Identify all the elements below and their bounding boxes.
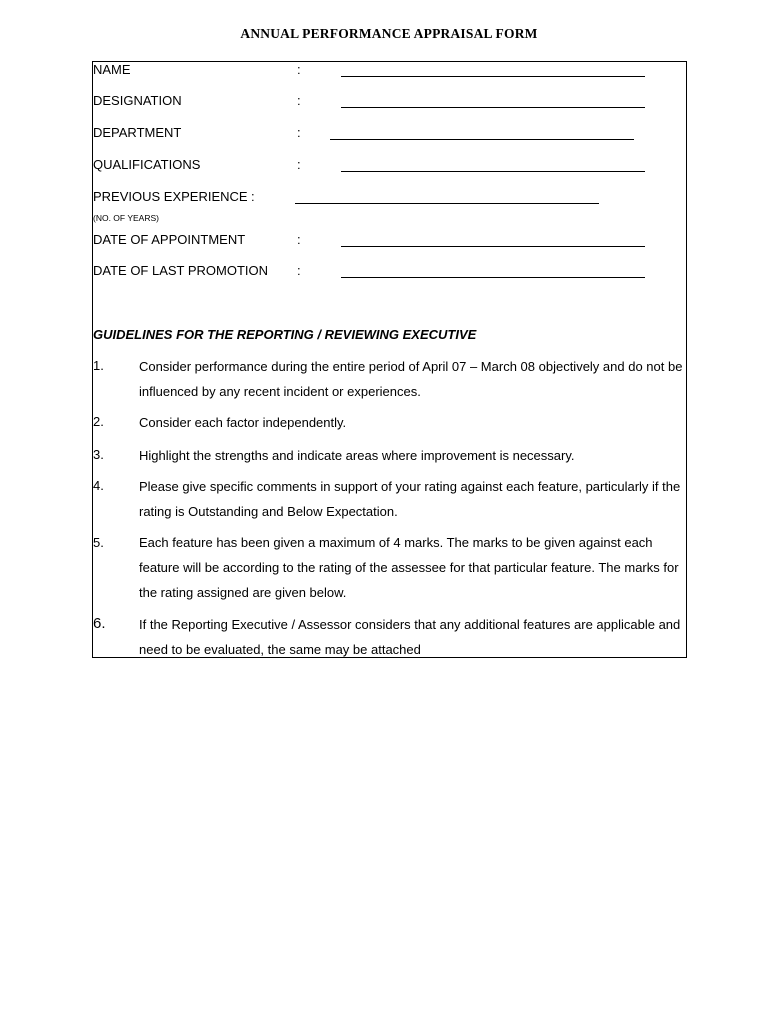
field-label-date-of-appointment: DATE OF APPOINTMENT [93, 232, 246, 247]
date-of-last-promotion-input-line[interactable] [341, 277, 645, 278]
field-label-qualifications: QUALIFICATIONS [93, 157, 201, 172]
field-label-date-of-last-promotion: DATE OF LAST PROMOTION [93, 263, 269, 278]
field-colon-date-of-last-promotion: : [297, 263, 301, 278]
designation-input-line[interactable] [341, 107, 645, 108]
guideline-text: Each feature has been given a maximum of 4 marks. The marks to be given against each feature will be according to the rating of the assessee for that particular feature. The marks for the rating assigned are given below. [139, 535, 679, 600]
form-title: ANNUAL PERFORMANCE APPRAISAL FORM [240, 26, 538, 41]
field-colon-designation: : [297, 93, 301, 108]
guideline-number: 1. [93, 358, 104, 373]
field-label-name: NAME [93, 62, 131, 77]
field-label-department: DEPARTMENT [93, 125, 182, 140]
field-colon-previous-experience: : [251, 189, 255, 204]
guideline-text: Consider performance during the entire period of April 07 – March 08 objectively and do not be influenced by any recent incident or experiences. [139, 359, 683, 399]
guideline-number: 5. [93, 535, 104, 550]
field-note-years: (NO. OF YEARS) [93, 213, 159, 223]
name-input-line[interactable] [341, 76, 645, 77]
date-of-appointment-input-line[interactable] [341, 246, 645, 247]
department-input-line[interactable] [330, 139, 634, 140]
guidelines-heading: GUIDELINES FOR THE REPORTING / REVIEWING EXECUTIVE [93, 327, 477, 342]
guideline-number: 6. [93, 615, 106, 632]
field-label-previous-experience: PREVIOUS EXPERIENCE [93, 189, 248, 204]
field-label-designation: DESIGNATION [93, 93, 182, 108]
previous-experience-input-line[interactable] [295, 203, 599, 204]
guideline-text: Highlight the strengths and indicate areas where improvement is necessary. [139, 448, 575, 463]
guideline-text: If the Reporting Executive / Assessor considers that any additional features are applicable and need to be evaluated, the same may be attached [139, 617, 681, 657]
field-colon-department: : [297, 125, 301, 140]
field-colon-name: : [297, 62, 301, 77]
guideline-text: Please give specific comments in support of your rating against each feature, particularly if the rating is Outstanding and Below Expectation. [139, 479, 681, 519]
guideline-number: 2. [93, 414, 104, 429]
guideline-number: 4. [93, 478, 104, 493]
field-colon-date-of-appointment: : [297, 232, 301, 247]
guideline-number: 3. [93, 447, 104, 462]
guideline-text: Consider each factor independently. [139, 415, 347, 430]
field-colon-qualifications: : [297, 157, 301, 172]
qualifications-input-line[interactable] [341, 171, 645, 172]
